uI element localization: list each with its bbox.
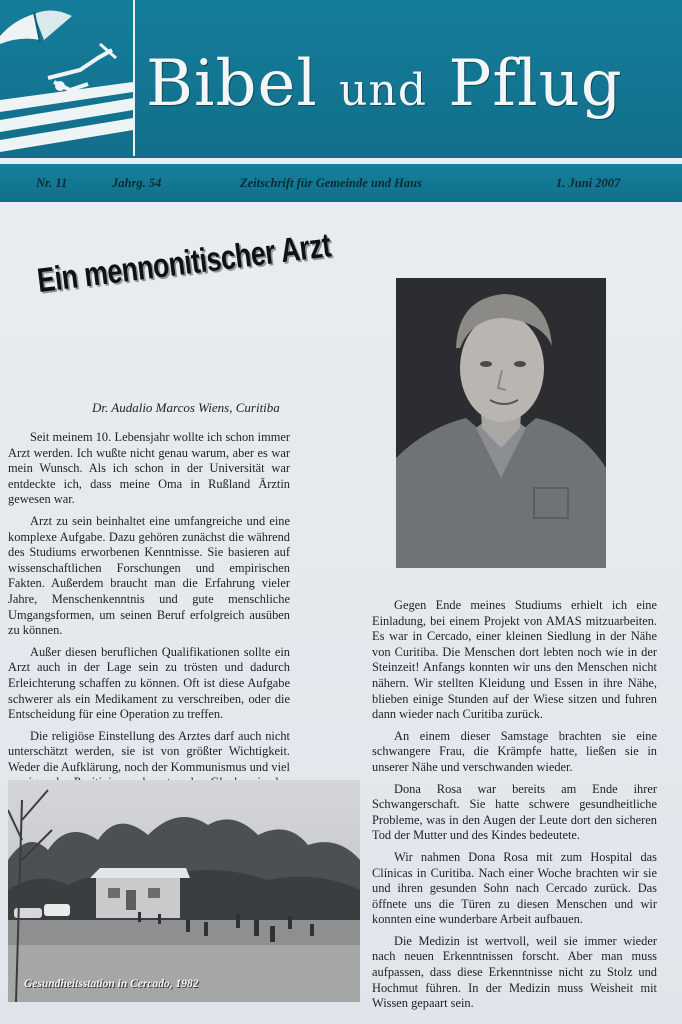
- paragraph: Dona Rosa war bereits am Ende ihrer Schwangerschaft. Sie hatte schwere gesundheitliche Probleme, was in den Augen der Leute dort den sicheren Tod der Mutter und des Kindes bedeutete.: [372, 781, 657, 843]
- title-word-pflug: Pflug: [448, 47, 623, 121]
- issue-date: 1. Juni 2007: [556, 176, 621, 190]
- paragraph: Die Medizin ist wertvoll, weil sie immer wieder nach neuen Erkenntnissen forscht. Aber man muss aufpassen, dass diese Erkenntnisse nicht zu Stolz und Hochmut führen. In der Medizin muss Weisheit mit Wissen gepaart sein.: [372, 933, 657, 1011]
- paragraph: An einem dieser Samstage brachten sie eine schwangere Frau, die Krämpfe hatte, ließen sie in unserer Nähe und verschwanden wieder.: [372, 728, 657, 774]
- paragraph: Arzt zu sein beinhaltet eine umfangreiche und eine komplexe Aufgabe. Dazu gehören zunächst die während des Studiums erworbenen Kenntnisse. Sie basieren auf wissenschaftlichen Forschungen und empirischen Fakten. Außerdem braucht man die Erfahrung vieler Jahre, Menschenkenntnis und gute menschliche Umgangsformen, um seinen Beruf erfolgreich ausüben zu können.: [8, 513, 290, 638]
- article-column-right: [372, 598, 657, 1018]
- paragraph: Außer diesen beruflichen Qualifikationen sollte ein Arzt auch in der Lage sein zu trösten und dadurch Erleichterung schaffen zu können. Oft ist diese Aufgabe schwerer als ein Medikament zu verschreiben, oder die Entscheidung für eine Operation zu treffen.: [8, 644, 290, 722]
- masthead-title: [146, 48, 623, 127]
- logo: [0, 0, 135, 156]
- paragraph: Seit meinem 10. Lebensjahr wollte ich schon immer Arzt werden. Ich wußte nicht genau warum, aber es war mein Wunsch. Als ich schon in der Universität war entdeckte ich, dass meine Oma in Rußland Ärztin gewesen war.: [8, 430, 290, 507]
- issue-info-bar: [0, 164, 682, 202]
- issue-number: Nr. 11: [36, 176, 68, 190]
- article-column-left: [8, 430, 290, 813]
- article-headline: Ein mennonitischer Arzt: [35, 226, 333, 301]
- title-word-und: und: [339, 65, 427, 116]
- masthead: [0, 0, 682, 160]
- volume-number: Jahrg. 54: [112, 176, 162, 190]
- paragraph: Wir nahmen Dona Rosa mit zum Hospital das Clínicas in Curitiba. Nach einer Woche brachten wir sie und ihren gesunden Sohn nach Cercado zurück. Das öffnete uns die Türen zu diesen Menschen und wir konnten eine wunderbare Arbeit aufbauen.: [372, 849, 657, 927]
- bible-and-plough-icon: [0, 0, 133, 156]
- publication-subtitle: Zeitschrift für Gemeinde und Haus: [240, 176, 422, 190]
- photo-caption: Gesundheitsstation in Cercado, 1982: [24, 978, 199, 990]
- paragraph: Die religiöse Einstellung des Arztes darf auch nicht unterschätzt werden, sie ist von größter Wichtigkeit. Weder die Aufklärung, noch der Kommunismus und viel: [8, 728, 290, 774]
- title-word-bibel: Bibel: [146, 47, 318, 121]
- health-station-photo: [8, 780, 360, 1002]
- paragraph: Gegen Ende meines Studiums erhielt ich eine Einladung, bei einem Projekt von AMAS mitzuarbeiten. Es war in Cercado, einer kleinen Siedlung in der Nähe von Curitiba. Die Menschen dort lebten noch wie in der Steinzeit! Anfangs konnten wir uns den Menschen nicht nähern. Wir stellten Kleidung und Essen in ihre Nähe, blieben einige Stunden auf der Wiese sitzen und fuhren dann wieder nach Curitiba zurück.: [372, 598, 657, 722]
- article-author: Dr. Audalio Marcos Wiens, Curitiba: [92, 400, 280, 415]
- author-portrait-photo: [396, 278, 606, 568]
